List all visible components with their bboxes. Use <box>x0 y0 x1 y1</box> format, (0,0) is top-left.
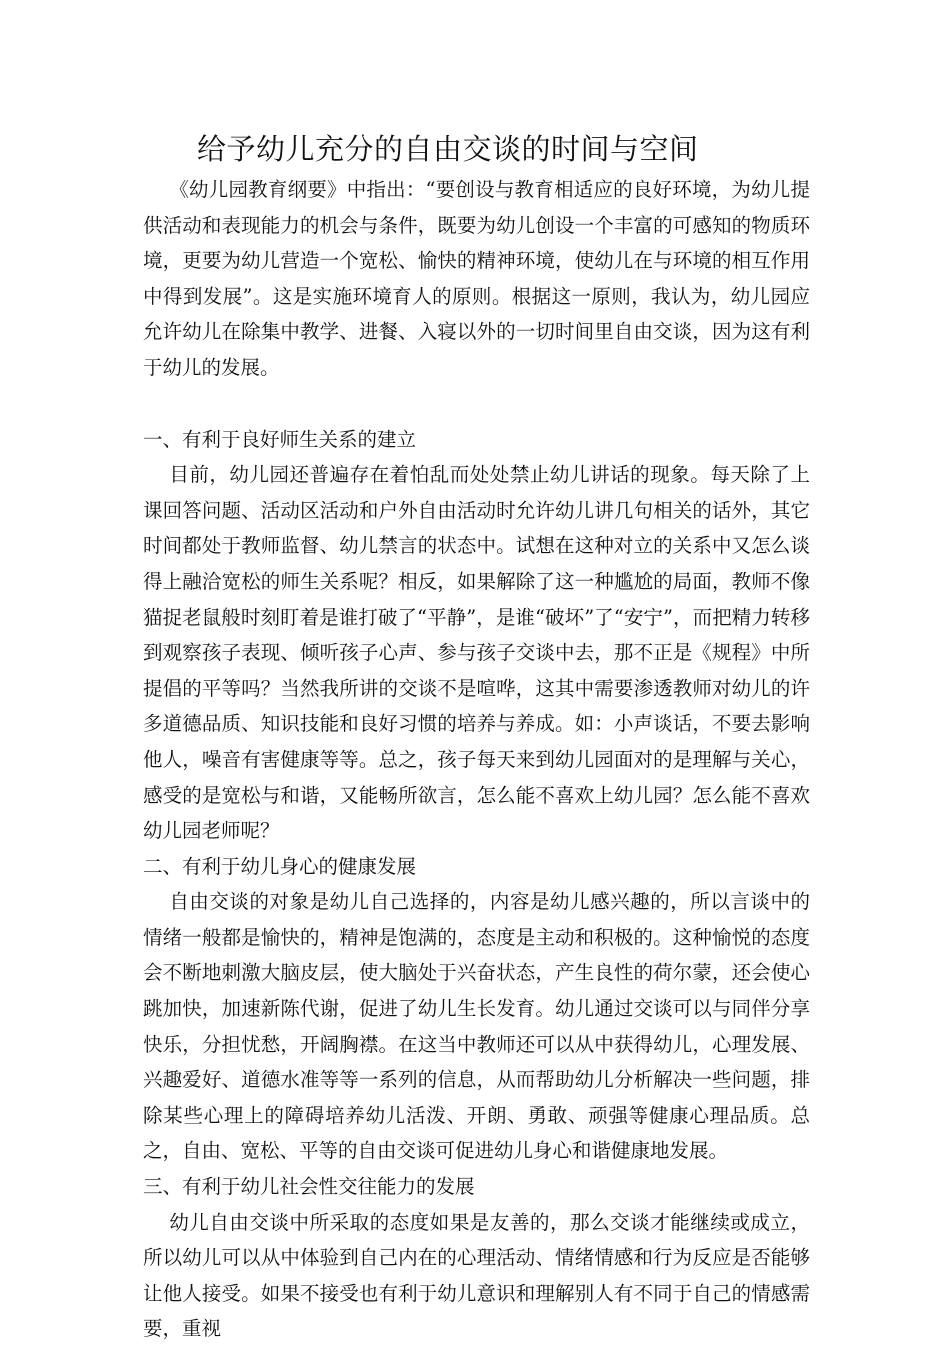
document-title: 给予幼儿充分的自由交谈的时间与空间 <box>197 132 699 166</box>
section-1-heading: 一、有利于良好师生关系的建立 <box>143 427 417 451</box>
paragraph-spacer <box>143 386 810 422</box>
document-body <box>143 172 810 1347</box>
section-2-paragraph: 自由交谈的对象是幼儿自己选择的，内容是幼儿感兴趣的，所以言谈中的情绪一般都是愉快的，精神是饱满的，态度是主动和积极的。这种愉悦的态度会不断地刺激大脑皮层，使大脑处于兴奋状态，产生良性的荷尔蒙，还会使心跳加快，加速新陈代谢，促进了幼儿生长发育。幼儿通过交谈可以与同伴分享快乐，分担忧愁，开阔胸襟。在这当中教师还可以从中获得幼儿，心理发展、兴趣爱好、道德水准等等一系列的信息，从而帮助幼儿分析解决一些问题，排除某些心理上的障碍培养幼儿活泼、开朗、勇敢、顽强等健康心理品质。总之，自由、宽松、平等的自由交谈可促进幼儿身心和谐健康地发展。 <box>143 890 810 1163</box>
intro-paragraph: 《幼儿园教育纲要》中指出：“要创设与教育相适应的良好环境，为幼儿提供活动和表现能力的机会与条件，既要为幼儿创设一个丰富的可感知的物质环境，更要为幼儿营造一个宽松、愉快的精神环境，使幼儿在与环境的相互作用中得到发展”。这是实施环境育人的原则。根据这一原则，我认为，幼儿园应允许幼儿在除集中教学、进餐、入寝以外的一切时间里自由交谈，因为这有利于幼儿的发展。 <box>143 178 810 379</box>
section-3-heading: 三、有利于幼儿社会性交往能力的发展 <box>143 1175 475 1199</box>
section-2-heading: 二、有利于幼儿身心的健康发展 <box>143 854 417 878</box>
section-3-paragraph: 幼儿自由交谈中所采取的态度如果是友善的，那么交谈才能继续或成立，所以幼儿可以从中体验到自己内在的心理活动、情绪情感和行为反应是否能够让他人接受。如果不接受也有利于幼儿意识和理解别人有不同于自己的情感需要，重视 <box>143 1210 810 1341</box>
section-1-paragraph: 目前，幼儿园还普遍存在着怕乱而处处禁止幼儿讲话的现象。每天除了上课回答问题、活动区活动和户外自由活动时允许幼儿讲几句相关的话外，其它时间都处于教师监督、幼儿禁言的状态中。试想在这种对立的关系中又怎么谈得上融洽宽松的师生关系呢？相反，如果解除了这一种尴尬的局面，教师不像猫捉老鼠般时刻盯着是谁打破了“平静”，是谁“破坏”了“安宁”，而把精力转移到观察孩子表现、倾听孩子心声、参与孩子交谈中去，那不正是《规程》中所提倡的平等吗？当然我所讲的交谈不是喧哗，这其中需要渗透教师对幼儿的许多道德品质、知识技能和良好习惯的培养与养成。如：小声谈话，不要去影响他人，噪音有害健康等等。总之，孩子每天来到幼儿园面对的是理解与关心，感受的是宽松与和谐，又能畅所欲言，怎么能不喜欢上幼儿园？怎么能不喜欢幼儿园老师呢？ <box>143 463 810 843</box>
